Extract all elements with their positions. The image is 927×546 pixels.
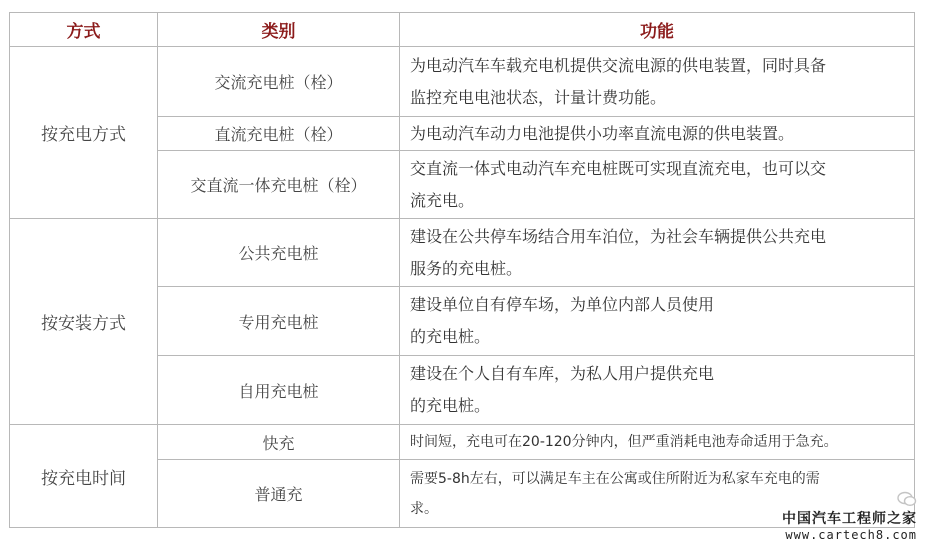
type-cell: 直流充电桩（栓） bbox=[158, 117, 400, 151]
function-cell: 为电动汽车车载充电机提供交流电源的供电装置，同时具备 监控充电电池状态，计量计费功能。 bbox=[400, 47, 915, 117]
function-cell: 需要5-8h左右，可以满足车主在公寓或住所附近为私家车充电的需 求。 bbox=[400, 460, 915, 528]
type-cell: 普通充 bbox=[158, 460, 400, 528]
function-cell: 时间短，充电可在20-120分钟内，但严重消耗电池寿命适用于急充。 bbox=[400, 425, 915, 460]
charging-pile-classification-table bbox=[9, 12, 915, 528]
function-cell: 建设在公共停车场结合用车泊位，为社会车辆提供公共充电 服务的充电桩。 bbox=[400, 219, 915, 287]
function-cell: 建设单位自有停车场，为单位内部人员使用 的充电桩。 bbox=[400, 287, 915, 356]
function-cell: 为电动汽车动力电池提供小功率直流电源的供电装置。 bbox=[400, 117, 915, 151]
header-method: 方式 bbox=[10, 13, 158, 47]
group-category-cell: 按充电时间 bbox=[10, 425, 158, 528]
type-cell: 交直流一体充电桩（栓） bbox=[158, 151, 400, 219]
type-cell: 专用充电桩 bbox=[158, 287, 400, 356]
type-cell: 自用充电桩 bbox=[158, 356, 400, 425]
group-category-cell: 按安装方式 bbox=[10, 219, 158, 425]
table-row bbox=[10, 47, 915, 117]
table-row bbox=[10, 219, 915, 287]
type-cell: 交流充电桩（栓） bbox=[158, 47, 400, 117]
table-row bbox=[10, 425, 915, 460]
header-category: 类别 bbox=[158, 13, 400, 47]
header-function: 功能 bbox=[400, 13, 915, 47]
type-cell: 公共充电桩 bbox=[158, 219, 400, 287]
type-cell: 快充 bbox=[158, 425, 400, 460]
watermark-url: www.cartech8.com bbox=[785, 528, 917, 542]
watermark-name: 中国汽车工程师之家 bbox=[782, 511, 917, 527]
header-row bbox=[10, 13, 915, 47]
group-category-cell: 按充电方式 bbox=[10, 47, 158, 219]
function-cell: 建设在个人自有车库，为私人用户提供充电 的充电桩。 bbox=[400, 356, 915, 425]
function-cell: 交直流一体式电动汽车充电桩既可实现直流充电，也可以交 流充电。 bbox=[400, 151, 915, 219]
